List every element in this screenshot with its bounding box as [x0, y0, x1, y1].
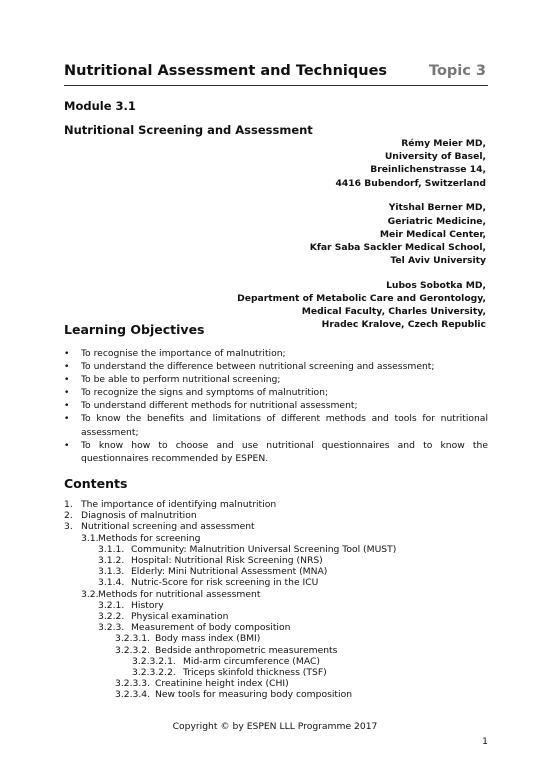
toc-number: 3.1.3.	[98, 566, 125, 578]
toc-number: 3.2.3.2.	[115, 644, 151, 656]
objective-item	[64, 373, 488, 386]
toc-number: 3.1.2.	[98, 555, 125, 567]
toc-number: 3.	[64, 521, 73, 533]
toc-text: Creatinine height index (CHI)	[155, 678, 289, 690]
toc-text: Measurement of body composition	[131, 622, 291, 634]
toc-number: 3.2.2.	[98, 611, 125, 623]
author-line: 4416 Bubendorf, Switzerland	[335, 177, 486, 189]
toc-text: Community: Malnutrition Universal Screening Tool (MUST)	[131, 543, 397, 555]
bullet-icon: •	[64, 387, 70, 399]
author-affiliations	[106, 137, 486, 343]
author-line: Tel Aviv University	[390, 255, 486, 267]
toc-text: Hospital: Nutritional Risk Screening (NRS)	[131, 555, 323, 567]
learning-objectives-heading: Learning Objectives	[64, 322, 205, 337]
toc-entry	[64, 566, 488, 577]
bullet-icon: •	[64, 400, 70, 412]
contents-heading: Contents	[64, 476, 128, 491]
bullet-icon: •	[64, 361, 70, 373]
toc-entry	[64, 622, 488, 633]
author-line: Rémy Meier MD,	[401, 138, 486, 149]
toc-text: Methods for screening	[98, 532, 201, 544]
objective-text: To be able to perform nutritional screening;	[81, 374, 281, 386]
author-line: Meir Medical Center,	[379, 228, 486, 240]
learning-objectives-list	[64, 347, 488, 465]
toc-text: The importance of identifying malnutrition	[81, 499, 277, 510]
author-block	[106, 137, 486, 190]
toc-entry	[64, 589, 488, 600]
author-line: Yitshal Berner MD,	[388, 202, 486, 214]
toc-text: Triceps skinfold thickness (TSF)	[183, 667, 327, 679]
author-line: Geriatric Medicine,	[387, 215, 486, 227]
objective-text: To understand different methods for nutritional assessment;	[81, 400, 358, 412]
toc-text: Diagnosis of malnutrition	[81, 510, 197, 522]
toc-entry	[64, 667, 488, 678]
objective-item	[64, 347, 488, 360]
author-line: Department of Metabolic Care and Gerontology,	[237, 293, 486, 305]
bullet-icon: •	[64, 413, 70, 425]
toc-entry	[64, 499, 488, 510]
table-of-contents	[64, 499, 488, 701]
toc-number: 3.2.3.4.	[115, 689, 151, 701]
objective-item	[64, 399, 488, 412]
bullet-icon: •	[64, 348, 70, 359]
toc-entry	[64, 521, 488, 532]
author-line: Medical Faculty, Charles University,	[301, 306, 486, 318]
page-number: 1	[482, 736, 488, 747]
toc-text: Nutric-Score for risk screening in the ICU	[131, 577, 319, 589]
toc-text: Mid-arm circumference (MAC)	[183, 655, 320, 667]
copyright-footer: Copyright © by ESPEN LLL Programme 2017	[172, 721, 378, 732]
toc-entry	[64, 510, 488, 521]
author-line: Breinlichenstrasse 14,	[370, 164, 486, 176]
toc-entry	[64, 678, 488, 689]
toc-number: 3.2.3.	[98, 622, 125, 634]
toc-number: 3.2.3.3.	[115, 678, 151, 690]
toc-entry	[64, 555, 488, 566]
header-topic: Topic 3	[428, 63, 486, 79]
toc-text: Body mass index (BMI)	[155, 633, 261, 645]
toc-entry	[64, 544, 488, 555]
author-line: University of Basel,	[384, 151, 486, 163]
toc-entry	[64, 633, 488, 644]
toc-number: 3.1.4.	[98, 577, 125, 589]
section-title: Nutritional Screening and Assessment	[64, 123, 313, 137]
toc-entry	[64, 645, 488, 656]
objective-text: To understand the difference between nutritional screening and assessment;	[81, 361, 435, 373]
bullet-icon: •	[64, 374, 70, 386]
toc-number: 3.2.	[81, 588, 99, 600]
objective-text: To recognise the importance of malnutrition;	[81, 348, 286, 359]
toc-text: Bedside anthropometric measurements	[155, 644, 338, 656]
toc-number: 3.1.	[81, 532, 99, 544]
toc-text: Physical examination	[131, 611, 229, 623]
objective-item	[64, 412, 488, 438]
toc-number: 3.2.1.	[98, 599, 125, 611]
author-block	[106, 201, 486, 267]
running-header	[64, 63, 488, 86]
toc-number: 3.2.3.1.	[115, 633, 151, 645]
author-line: Hradec Kralove, Czech Republic	[321, 319, 486, 331]
toc-entry	[64, 689, 488, 700]
toc-text: Elderly: Mini Nutritional Assessment (MNA)	[131, 566, 328, 578]
objective-item	[64, 360, 488, 373]
toc-text: Nutritional screening and assessment	[81, 521, 255, 533]
bullet-icon: •	[64, 439, 70, 451]
toc-number: 1.	[64, 499, 73, 510]
toc-entry	[64, 656, 488, 667]
objective-item	[64, 386, 488, 399]
toc-entry	[64, 600, 488, 611]
toc-text: History	[131, 599, 164, 611]
objective-text: To know the benefits and limitations of different methods and tools for nutritional assessment;	[81, 413, 488, 438]
toc-number: 3.2.3.2.2.	[132, 667, 176, 679]
toc-number: 2.	[64, 510, 73, 522]
toc-number: 3.2.3.2.1.	[132, 655, 176, 667]
header-title: Nutritional Assessment and Techniques	[64, 63, 388, 79]
objective-item	[64, 439, 488, 465]
toc-entry	[64, 611, 488, 622]
toc-entry	[64, 533, 488, 544]
author-line: Lubos Sobotka MD,	[386, 279, 486, 291]
toc-text: Methods for nutritional assessment	[98, 588, 261, 600]
author-line: Kfar Saba Sackler Medical School,	[309, 241, 486, 253]
toc-number: 3.1.1.	[98, 543, 125, 555]
toc-text: New tools for measuring body composition	[155, 689, 353, 701]
toc-entry	[64, 577, 488, 588]
objective-text: To recognize the signs and symptoms of malnutrition;	[81, 387, 329, 399]
module-label: Module 3.1	[64, 99, 136, 113]
objective-text: To know how to choose and use nutritional questionnaires and to know the questionnaires recommended by ESPEN.	[81, 439, 488, 464]
